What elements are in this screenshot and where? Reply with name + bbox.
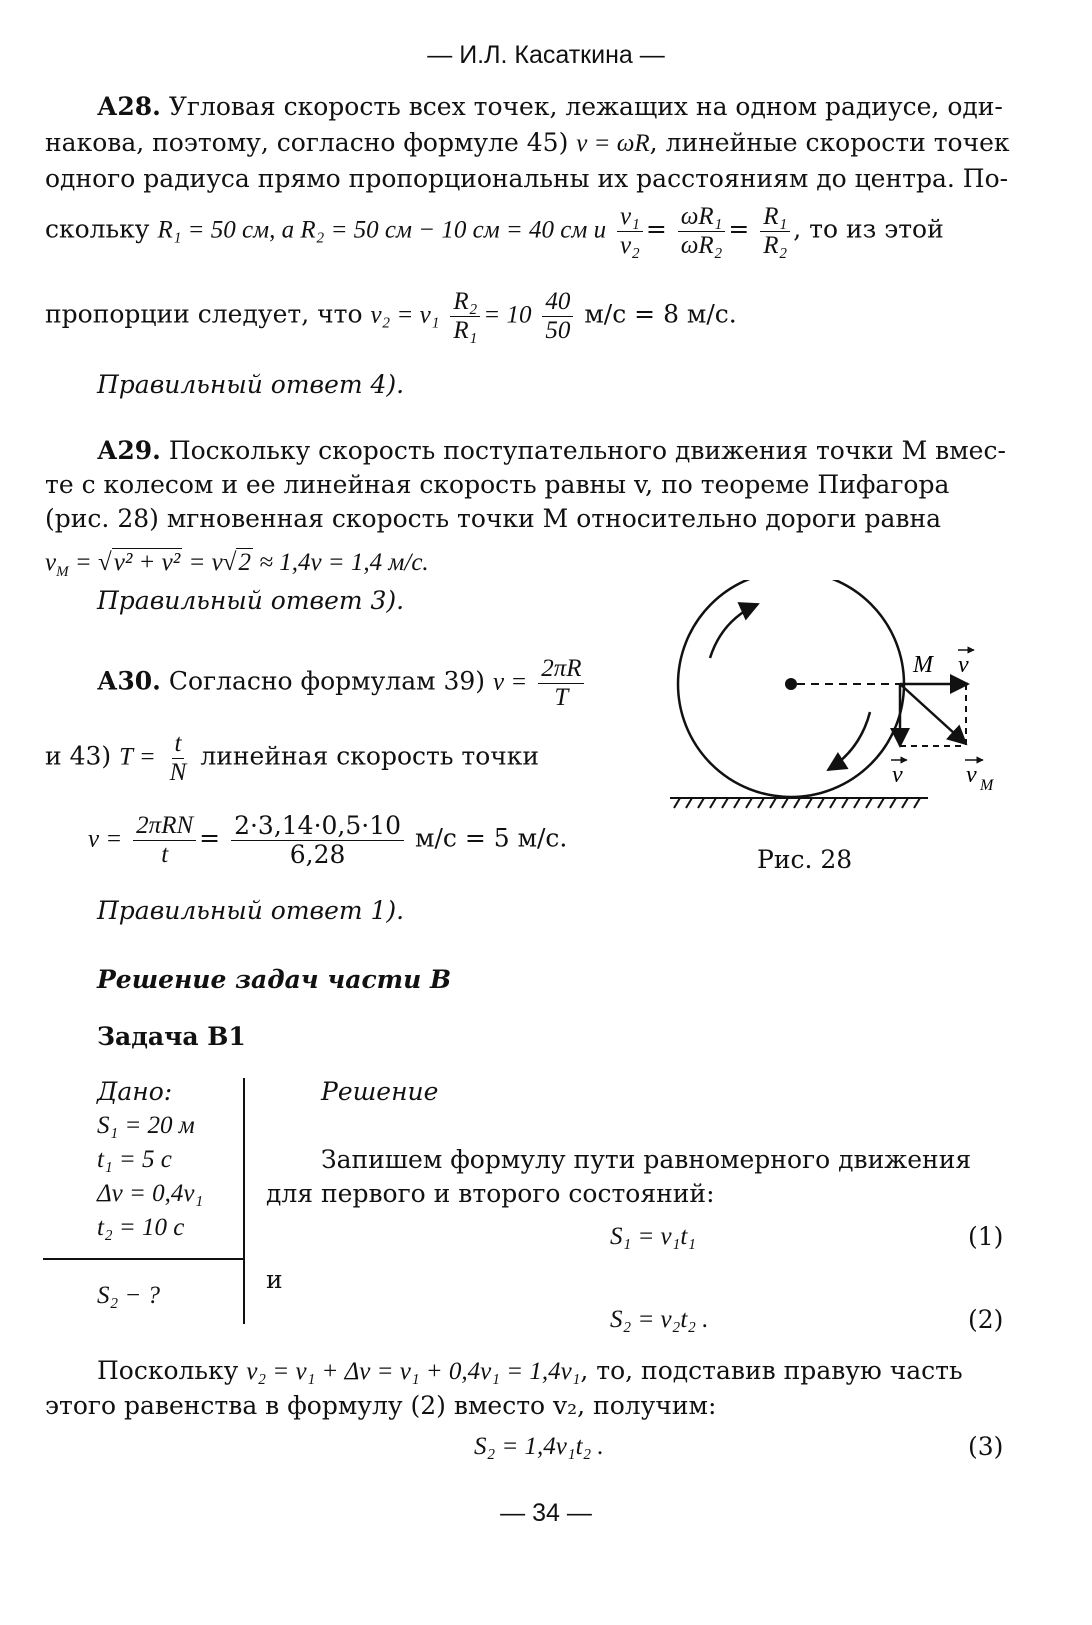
fraction: $\frac{\text{R₂}}{\text{R₁}}$ xyxy=(450,288,480,344)
paragraph-line1: Поскольку v₂ = v₁ + Δv = v₁ + 0,4v₁ = 1,4v₁, то, подставив правую часть xyxy=(97,1356,963,1385)
equation-1-number: (1) xyxy=(968,1222,1004,1251)
find-item: S₂ − ? xyxy=(97,1282,161,1309)
equation-3: S₂ = 1,4v₁t₂ . xyxy=(474,1433,604,1460)
a29-answer: Правильный ответ 3). xyxy=(97,586,405,615)
a28-line3: одного радиуса прямо пропорциональны их расстояниям до центра. По- xyxy=(45,164,1009,193)
a30-line1: А30. Согласно формулам 39) v = $\frac{2\pi R}{T}$ xyxy=(97,655,587,711)
given-separator xyxy=(43,1258,245,1260)
a29-label: А29. xyxy=(97,436,161,465)
a29-line2: те с колесом и ее линейная скорость равны v, по теореме Пифагора xyxy=(45,470,950,499)
figure-28 xyxy=(660,580,1000,830)
fraction: $\frac{\text{R₁}}{\text{R₂}}$ xyxy=(760,203,790,259)
label-v-right: v xyxy=(958,652,969,678)
given-item: t₂ = 10 с xyxy=(97,1214,185,1241)
given-item: S₁ = 20 м xyxy=(97,1112,195,1139)
paragraph-line2: этого равенства в формулу (2) вместо v₂, получим: xyxy=(45,1391,717,1420)
a29-line1: А29. Поскольку скорость поступательного движения точки M вмес- xyxy=(97,436,1006,465)
equation-2: S₂ = v₂t₂ . xyxy=(610,1306,709,1333)
given-vertical-rule xyxy=(243,1078,245,1324)
partB-title: Решение задач части В xyxy=(97,965,452,994)
figure-caption: Рис. 28 xyxy=(757,845,853,874)
a28-line2: накова, поэтому, согласно формуле 45) v = ωR, линейные скорости точек xyxy=(45,128,1010,157)
solution-line2: для первого и второго состояний: xyxy=(266,1179,715,1208)
given-item: t₁ = 5 с xyxy=(97,1146,172,1173)
a29-formula: $v_M = √v^2 + v^2 = v√2 \approx 1,4v = 1,4$ м/с. xyxy=(45,549,429,580)
label-vM-sub: M xyxy=(980,777,994,794)
equation-1: S₁ = v₁t₁ xyxy=(610,1223,696,1250)
ground-hatching xyxy=(670,798,928,808)
a28-line5: пропорции следует, что v₂ = v₁ $\frac{\text{R₂}}{\text{R₁}}$ = 10 $\frac{40}{50}$ м/с = 8 м/с. xyxy=(45,288,737,344)
a28-label: А28. xyxy=(97,92,161,121)
a28-line1 xyxy=(97,92,1009,122)
a30-answer: Правильный ответ 1). xyxy=(97,896,405,925)
equation-2-number: (2) xyxy=(968,1305,1004,1334)
rotation-arrow-top xyxy=(710,604,758,658)
a28-text1: Угловая скорость всех точек, лежащих на одном радиусе, оди- xyxy=(168,92,1003,121)
a28-line4: скольку R₁ = 50 см, а R₂ = 50 см − 10 см = 40 см и $\frac{\text{v₁}}{\text{v₂}}$ = $\frac{\text{ωR₁}}{\text{ωR₂}}$ = $\frac{\text{R₁}}{\text{R₂}}$ , то из этой xyxy=(45,203,944,259)
page-header: — И.Л. Касаткина — xyxy=(427,41,665,69)
label-vM: v xyxy=(966,762,977,788)
a30-label: А30. xyxy=(97,666,161,696)
label-M: M xyxy=(913,652,933,678)
page-number: — 34 — xyxy=(500,1499,592,1527)
a28-answer: Правильный ответ 4). xyxy=(97,370,405,399)
solution-title: Решение xyxy=(321,1077,439,1106)
task-title: Задача В1 xyxy=(97,1022,246,1051)
fraction: $\frac{2\cdot 3,14\cdot 0,5\cdot 10}{6,28}$ xyxy=(231,812,404,868)
resultant-velocity-arrow xyxy=(900,684,966,744)
a29-line3: (рис. 28) мгновенная скорость точки M относительно дороги равна xyxy=(45,504,942,533)
label-v-down: v xyxy=(892,762,903,788)
equation-3-number: (3) xyxy=(968,1432,1004,1461)
given-title: Дано: xyxy=(97,1077,173,1106)
fraction: $\frac{\text{v₁}}{\text{v₂}}$ xyxy=(617,203,643,259)
fraction: $\frac{40}{50}$ xyxy=(542,288,573,344)
a30-line3: v = $\frac{\text{2πRN}}{t}$ = $\frac{2\cdot 3,14\cdot 0,5\cdot 10}{6,28}$ м/с = 5 м/с. xyxy=(88,811,568,869)
fraction: $\frac{2\pi R}{T}$ xyxy=(538,655,584,711)
rotation-arrow-bottom xyxy=(828,712,870,770)
fraction: $\frac{\text{2πRN}}{t}$ xyxy=(133,812,196,868)
fraction: $\frac{\text{ωR₁}}{\text{ωR₂}}$ xyxy=(678,203,726,259)
solution-line1: Запишем формулу пути равномерного движения xyxy=(321,1145,972,1174)
fraction: $\frac{t}{N}$ xyxy=(169,730,187,786)
and-text: и xyxy=(266,1265,283,1294)
wheel xyxy=(678,580,904,797)
given-item: Δv = 0,4v₁ xyxy=(97,1180,204,1207)
a30-line2: и 43) T = $\frac{t}{N}$ линейная скорость точки xyxy=(45,730,540,786)
